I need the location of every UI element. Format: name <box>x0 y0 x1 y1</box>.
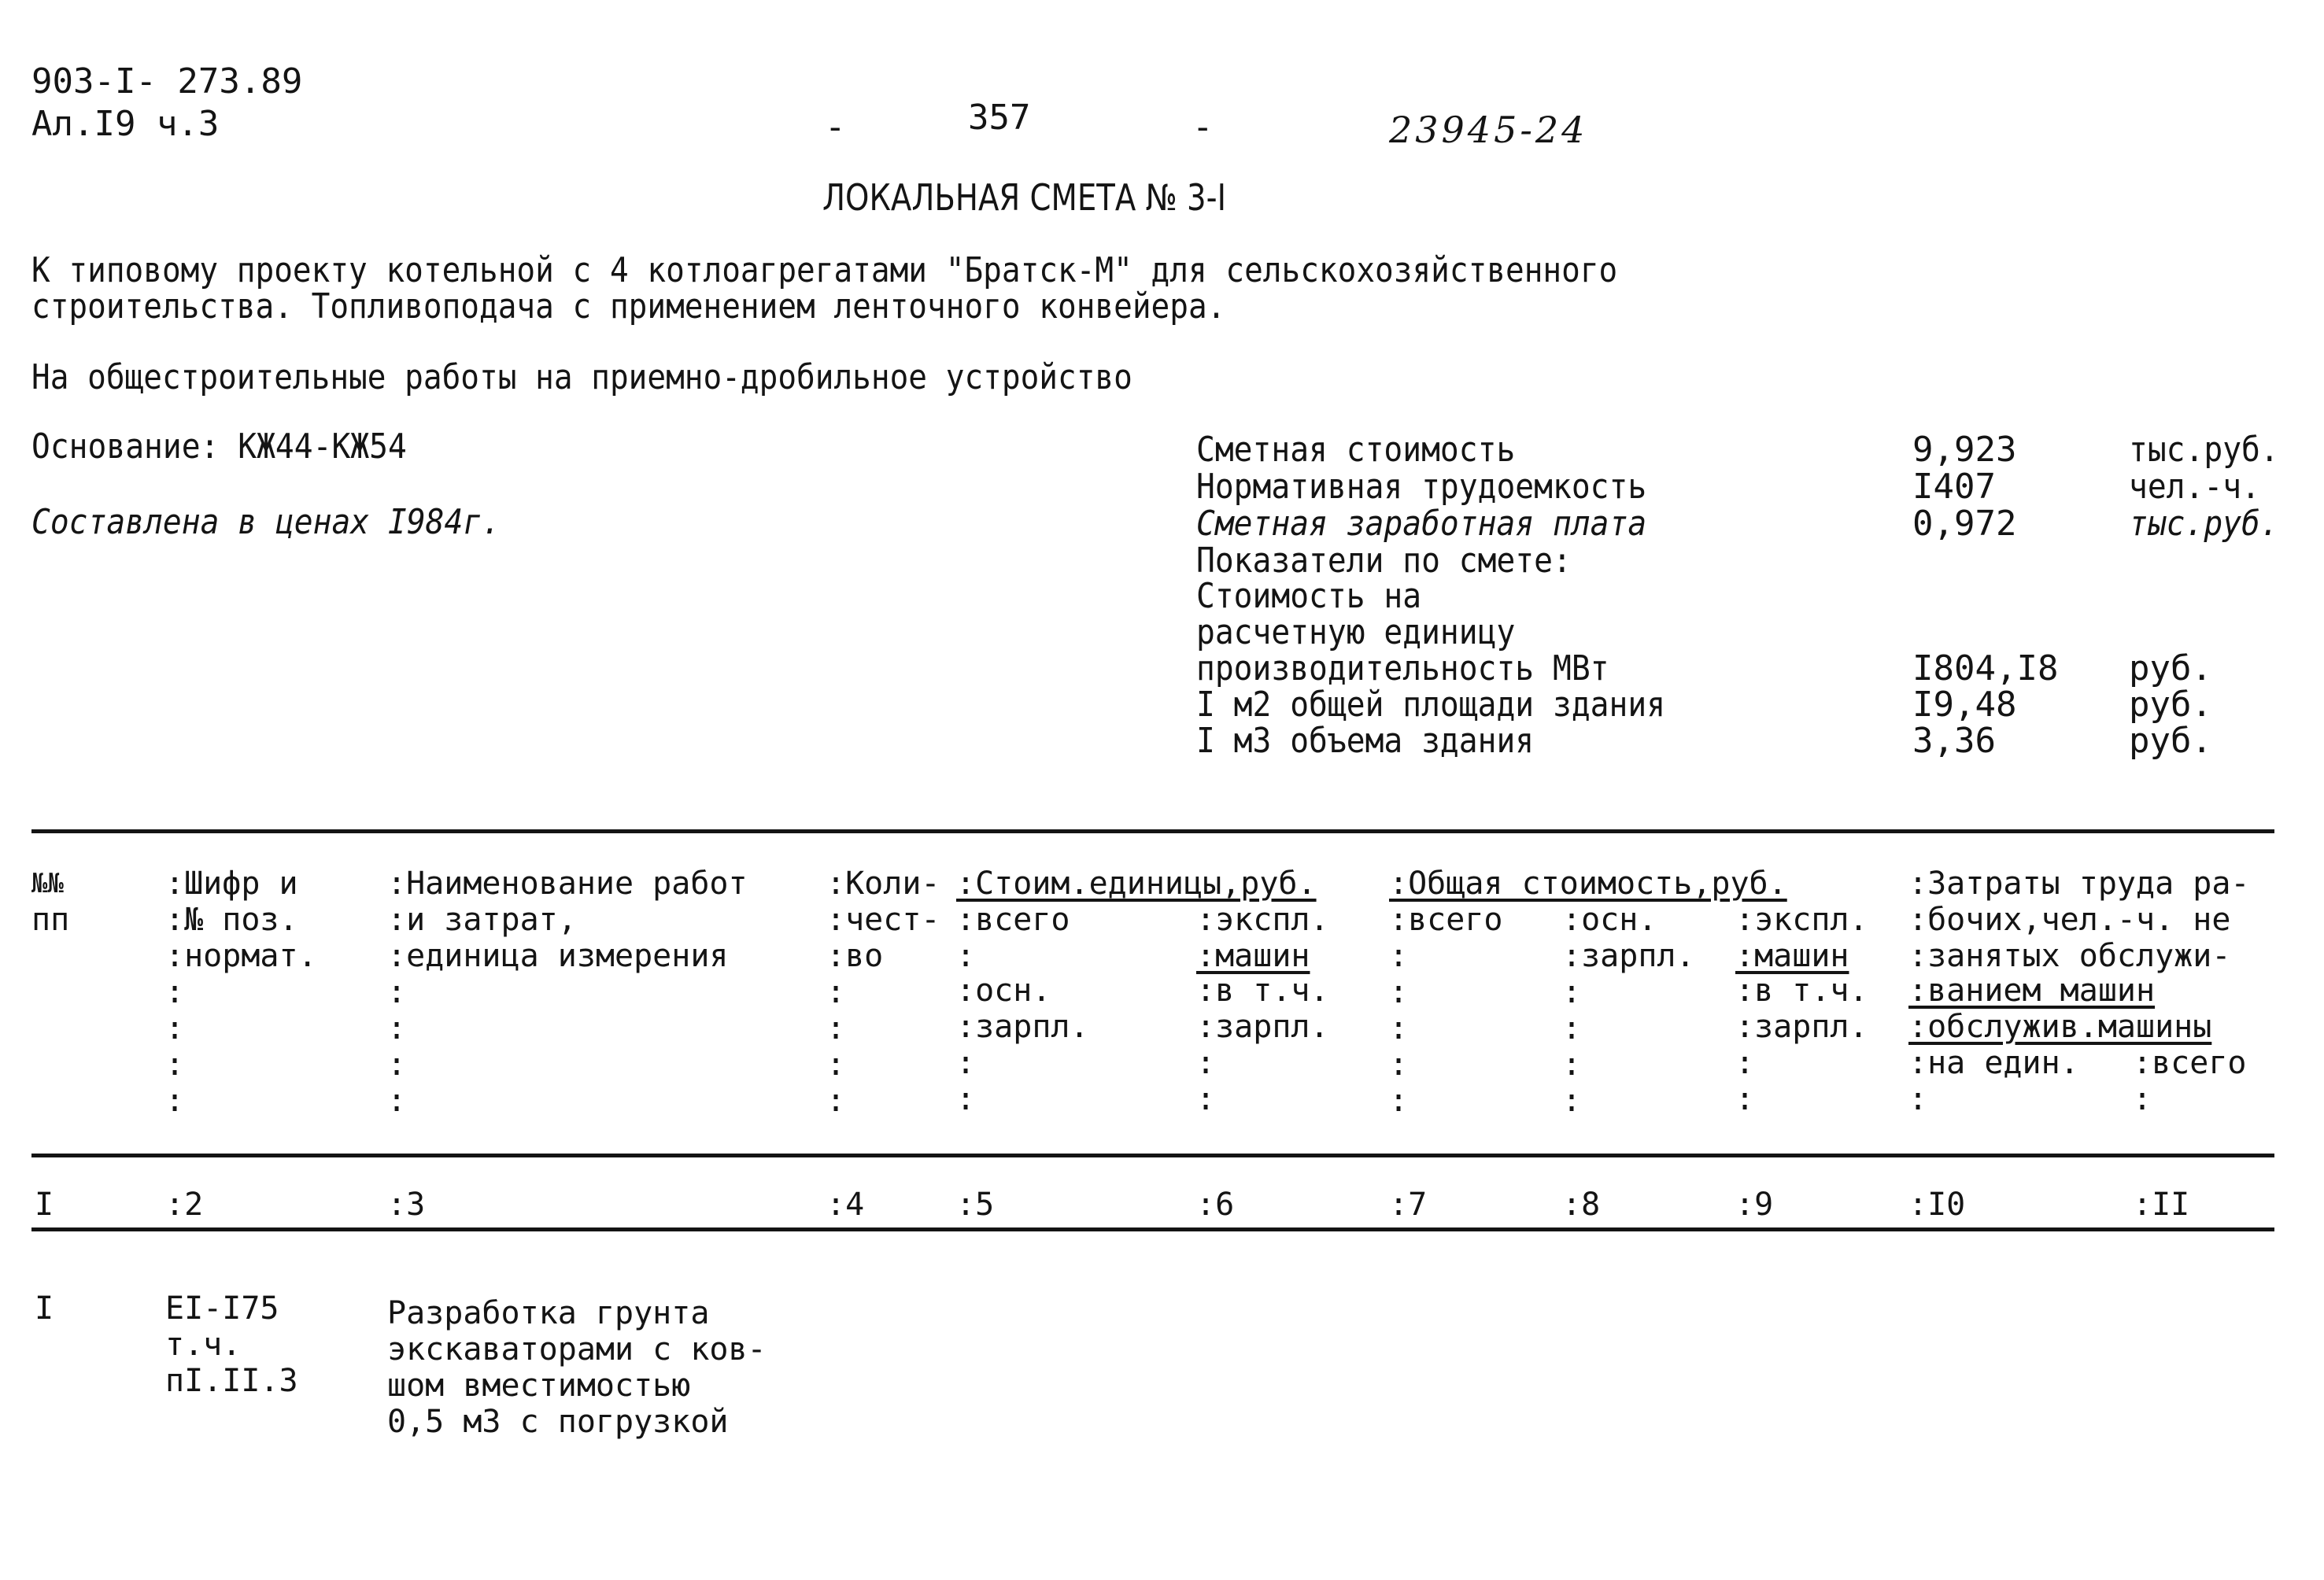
separator-col5: : : <box>956 1045 976 1117</box>
indicator-line-1: Стоимость на <box>1196 576 1422 616</box>
header-col6-line2: :машин <box>1196 938 1310 974</box>
summary-value-cost: 9,923 <box>1912 430 2017 470</box>
summary-label-cost: Сметная стоимость <box>1196 430 1516 470</box>
page-title: ЛОКАЛЬНАЯ СМЕТА № 3-I <box>822 176 1226 219</box>
indicators-title: Показатели по смете: <box>1196 541 1572 581</box>
header-col2-line2: :№ поз. <box>165 902 298 938</box>
summary-label-labor: Нормативная трудоемкость <box>1196 467 1647 507</box>
header-total-cost-group: :Общая стоимость,руб. <box>1389 866 1787 902</box>
dash-left: - <box>825 107 846 147</box>
indicator-value-volume: 3,36 <box>1912 721 1996 761</box>
column-number-5: :5 <box>956 1187 995 1223</box>
column-number-8: :8 <box>1562 1187 1601 1223</box>
header-col2-line3: :нормат. <box>165 938 317 974</box>
summary-unit-cost: тыс.руб. <box>2129 430 2279 470</box>
header-col4-line3: :во <box>826 938 884 974</box>
header-col6-line4: :зарпл. <box>1196 1009 1329 1045</box>
indicator-value-area: I9,48 <box>1912 685 2017 725</box>
header-col9-line2: :машин <box>1735 938 1849 974</box>
header-col2-line1: :Шифр и <box>165 866 298 902</box>
indicator-unit-volume: руб. <box>2129 721 2212 761</box>
header-labor-line5: :обслужив.машины <box>1908 1009 2212 1045</box>
row-number: I <box>35 1290 54 1327</box>
column-number-9: :9 <box>1735 1187 1774 1223</box>
dash-right: - <box>1192 107 1214 147</box>
separator-col7: : : : : : <box>1389 938 1409 1119</box>
column-number-1: I <box>35 1187 54 1223</box>
row-name-line3: шом вместимостью <box>387 1368 691 1404</box>
column-number-7: :7 <box>1389 1187 1428 1223</box>
separator-col6: : : <box>1196 1045 1216 1117</box>
subtitle-line-2: строительства. Топливоподача с применением ленточного конвейера. <box>31 286 1226 327</box>
header-col1-line2: пп <box>31 902 70 938</box>
column-number-2: :2 <box>165 1187 204 1223</box>
summary-value-labor: I407 <box>1912 467 1996 507</box>
header-col9-line4: :зарпл. <box>1735 1009 1868 1045</box>
row-code-line1: ЕI-I75 <box>165 1290 279 1327</box>
indicator-label-capacity: производительность МВт <box>1196 648 1609 688</box>
header-col5-line4: :зарпл. <box>956 1009 1089 1045</box>
indicator-unit-area: руб. <box>2129 685 2212 725</box>
header-labor-line3: :занятых обслужи- <box>1908 938 2231 974</box>
header-col9-line1: :экспл. <box>1735 902 1868 938</box>
header-col4-line1: :Коли- <box>826 866 940 902</box>
indicator-value-capacity: I804,I8 <box>1912 648 2059 688</box>
header-col5-line3: :осн. <box>956 973 1051 1009</box>
header-labor-line2: :бочих,чел.-ч. не <box>1908 902 2231 938</box>
header-labor-line1: :Затраты труда ра- <box>1908 866 2250 902</box>
row-name-line1: Разработка грунта <box>387 1295 710 1331</box>
separator-col9: : : <box>1735 1045 1755 1117</box>
header-col7-line1: :всего <box>1389 902 1503 938</box>
header-col5-line2: : <box>956 938 976 974</box>
summary-unit-labor: чел.-ч. <box>2129 467 2260 507</box>
header-labor-per-unit: :на един. <box>1908 1045 2079 1081</box>
table-top-rule <box>31 829 2274 833</box>
separator-col8: : : : : <box>1562 974 1582 1119</box>
document-code: 903-I- 273.89 <box>31 61 303 102</box>
separator-col4: : : : : <box>826 974 846 1119</box>
separator-col2: : : : : <box>165 974 185 1119</box>
row-code-line3: пI.II.3 <box>165 1363 298 1399</box>
column-number-10: :I0 <box>1908 1187 1966 1223</box>
column-number-6: :6 <box>1196 1187 1235 1223</box>
header-col4-line2: :чест- <box>826 902 940 938</box>
page-number: 357 <box>968 98 1031 138</box>
header-col6-line1: :экспл. <box>1196 902 1329 938</box>
row-name-line4: 0,5 м3 с погрузкой <box>387 1404 729 1440</box>
header-col6-line3: :в т.ч. <box>1196 973 1329 1009</box>
header-col3-line2: :и затрат, <box>387 902 577 938</box>
header-col8-line2: :зарпл. <box>1562 938 1695 974</box>
indicator-line-2: расчетную единицу <box>1196 612 1516 652</box>
subtitle-line-1: К типовому проекту котельной с 4 котлоагрегатами "Братск-М" для сельскохозяйственного <box>31 250 1618 290</box>
header-col8-line1: :осн. <box>1562 902 1657 938</box>
header-bottom-rule <box>31 1154 2274 1157</box>
header-cost-unit-group: :Стоим.единицы,руб. <box>956 866 1317 902</box>
row-name-line2: экскаваторами с ков- <box>387 1331 767 1368</box>
separator-col3: : : : : <box>387 974 407 1119</box>
column-number-3: :3 <box>387 1187 426 1223</box>
prices-year: Составлена в ценах I984г. <box>31 502 501 542</box>
column-number-4: :4 <box>826 1187 865 1223</box>
indicator-label-volume: I м3 объема здания <box>1196 721 1535 761</box>
header-col3-line3: :единица измерения <box>387 938 729 974</box>
row-code-line2: т.ч. <box>165 1327 242 1363</box>
album-part: Ал.I9 ч.3 <box>31 104 220 144</box>
column-number-11: :II <box>2133 1187 2190 1223</box>
header-col5-line1: :всего <box>956 902 1070 938</box>
header-col3-line1: :Наименование работ <box>387 866 748 902</box>
header-labor-total: :всего <box>2133 1045 2247 1081</box>
separator-col10: : <box>1908 1081 1928 1117</box>
summary-unit-wages: тыс.руб. <box>2129 504 2279 544</box>
indicator-label-area: I м2 общей площади здания <box>1196 685 1666 725</box>
indicator-unit-capacity: руб. <box>2129 648 2212 688</box>
handwritten-inventory-number: 23945-24 <box>1389 109 1588 151</box>
summary-label-wages: Сметная заработная плата <box>1196 504 1647 544</box>
basis: Основание: КЖ44-КЖ54 <box>31 426 407 467</box>
column-numbers-rule <box>31 1227 2274 1231</box>
header-col9-line3: :в т.ч. <box>1735 973 1868 1009</box>
header-col1-line1: №№ <box>31 868 64 899</box>
work-description: На общестроительные работы на приемно-дробильное устройство <box>31 357 1132 397</box>
summary-value-wages: 0,972 <box>1912 504 2017 544</box>
header-labor-line4: :ванием машин <box>1908 973 2156 1009</box>
separator-col11: : <box>2133 1081 2152 1117</box>
